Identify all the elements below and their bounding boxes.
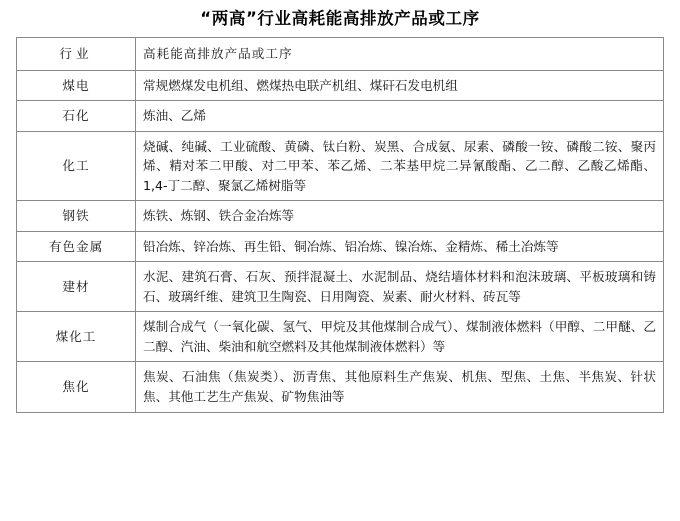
- cell-industry: 煤化工: [17, 312, 136, 362]
- table-row: [17, 131, 664, 201]
- column-header-products: 高耗能高排放产品或工序: [136, 37, 664, 70]
- table-row: [17, 101, 664, 132]
- cell-industry: 建材: [17, 262, 136, 312]
- cell-products: 煤制合成气（一氧化碳、氢气、甲烷及其他煤制合成气）、煤制液体燃料（甲醇、二甲醚、乙二醇、汽油、柴油和航空燃料及其他煤制液体燃料）等: [136, 312, 664, 362]
- cell-industry: 化工: [17, 131, 136, 201]
- cell-industry: 石化: [17, 101, 136, 132]
- table-row: [17, 262, 664, 312]
- table-row: [17, 312, 664, 362]
- cell-products: 烧碱、纯碱、工业硫酸、黄磷、钛白粉、炭黑、合成氨、尿素、磷酸一铵、磷酸二铵、聚丙烯、精对苯二甲酸、对二甲苯、苯乙烯、二苯基甲烷二异氰酸酯、乙二醇、乙酸乙烯酯、1,4-丁二醇、聚氯乙烯树脂等: [136, 131, 664, 201]
- cell-products: 水泥、建筑石膏、石灰、预拌混凝土、水泥制品、烧结墙体材料和泡沫玻璃、平板玻璃和铸石、玻璃纤维、建筑卫生陶瓷、日用陶瓷、炭素、耐火材料、砖瓦等: [136, 262, 664, 312]
- cell-industry: 焦化: [17, 362, 136, 412]
- table-row: [17, 231, 664, 262]
- table-body: [17, 70, 664, 412]
- cell-products: 焦炭、石油焦（焦炭类）、沥青焦、其他原料生产焦炭、机焦、型焦、土焦、半焦炭、针状焦、其他工艺生产焦炭、矿物焦油等: [136, 362, 664, 412]
- table-row: [17, 201, 664, 232]
- cell-products: 炼铁、炼钢、铁合金冶炼等: [136, 201, 664, 232]
- table-row: [17, 362, 664, 412]
- cell-products: 铅冶炼、锌冶炼、再生铅、铜冶炼、铝冶炼、镍冶炼、金精炼、稀土冶炼等: [136, 231, 664, 262]
- cell-products: 常规燃煤发电机组、燃煤热电联产机组、煤矸石发电机组: [136, 70, 664, 101]
- table-header: [17, 37, 664, 70]
- cell-industry: 有色金属: [17, 231, 136, 262]
- cell-industry: 钢铁: [17, 201, 136, 232]
- high-energy-products-table: [16, 37, 664, 413]
- page-title: “两高”行业高耗能高排放产品或工序: [200, 9, 480, 28]
- table-header-row: [17, 37, 664, 70]
- cell-industry: 煤电: [17, 70, 136, 101]
- table-row: [17, 70, 664, 101]
- cell-products: 炼油、乙烯: [136, 101, 664, 132]
- column-header-industry: 行业: [17, 37, 136, 70]
